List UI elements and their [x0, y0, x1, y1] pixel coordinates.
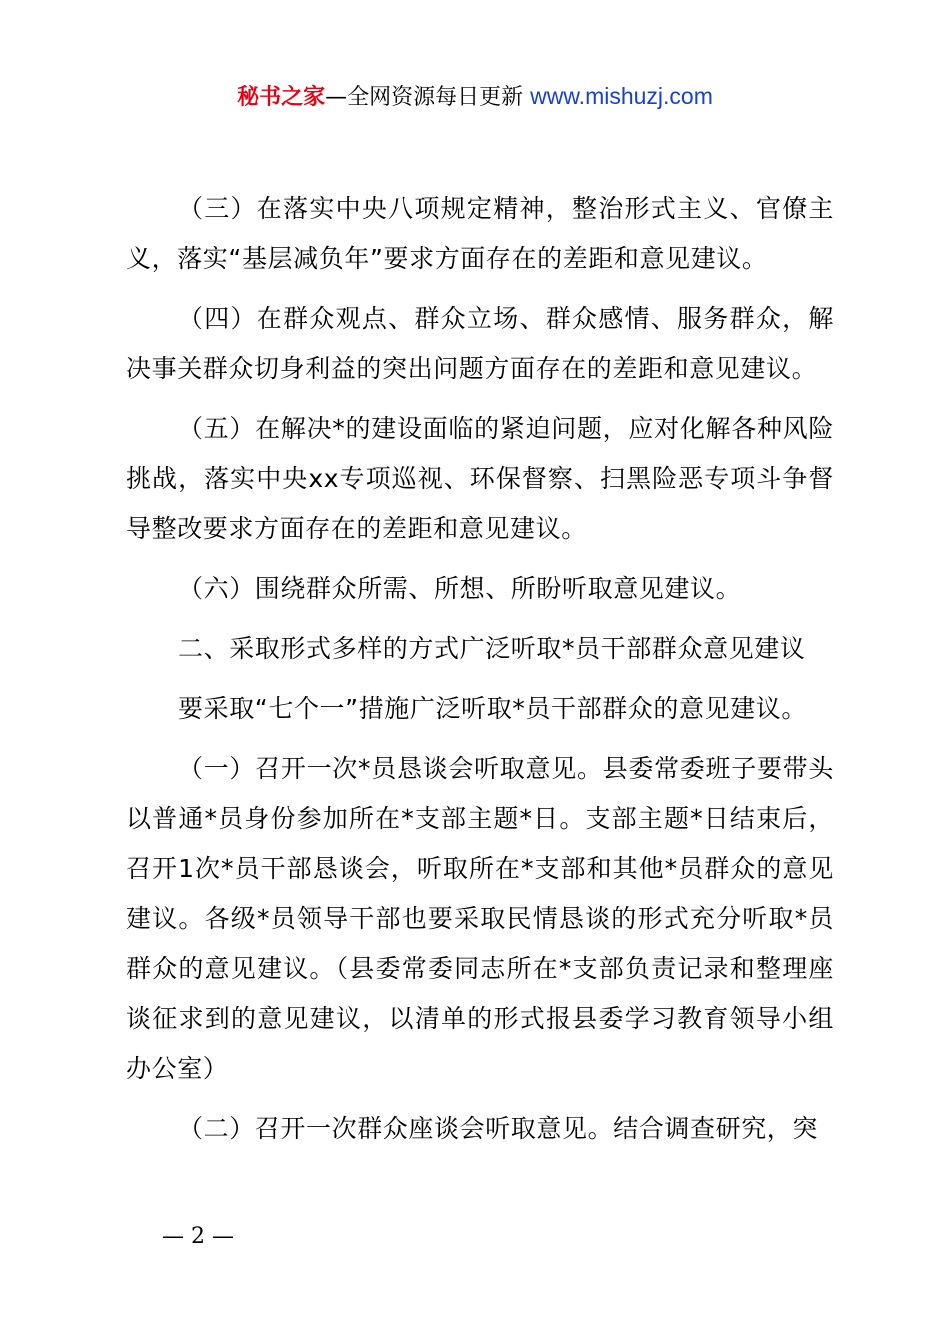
paragraph-3: （三）在落实中央八项规定精神，整治形式主义、官僚主义，落实“基层减负年”要求方面存在的差距和意见建议。	[126, 194, 834, 273]
site-url[interactable]: www.mishuzj.com	[530, 83, 713, 109]
paragraph-item-2: （二）召开一次群众座谈会听取意见。结合调查研究，突	[178, 1114, 819, 1143]
document-header	[0, 80, 950, 114]
section-intro: 要采取“七个一”措施广泛听取*员干部群众的意见建议。	[178, 694, 808, 723]
paragraph-5: （五）在解决*的建设面临的紧迫问题，应对化解各种风险挑战，落实中央xx专项巡视、环保督察、扫黑险恶专项斗争督导整改要求方面存在的差距和意见建议。	[126, 414, 834, 543]
paragraph-item-1: （一）召开一次*员恳谈会听取意见。县委常委班子要带头以普通*员身份参加所在*支部主题*日。支部主题*日结束后，召开1次*员干部恳谈会，听取所在*支部和其他*员群众的意见建议。各级*员领导干部也要采取民情恳谈的形式充分听取*员群众的意见建议。（县委常委同志所在*支部负责记录和整理座谈征求到的意见建议，以清单的形式报县委学习教育领导小组办公室）	[126, 754, 834, 1083]
page-number: — 2 —	[162, 1224, 234, 1249]
paragraph-6: （六）围绕群众所需、所想、所盼听取意见建议。	[178, 574, 742, 603]
paragraph-4: （四）在群众观点、群众立场、群众感情、服务群众，解决事关群众切身利益的突出问题方面存在的差距和意见建议。	[126, 304, 834, 383]
site-brand: 秘书之家	[237, 85, 326, 110]
document-body	[126, 184, 834, 1164]
section-heading-2: 二、采取形式多样的方式广泛听取*员干部群众意见建议	[178, 634, 806, 663]
site-tagline: —全网资源每日更新	[325, 85, 524, 110]
